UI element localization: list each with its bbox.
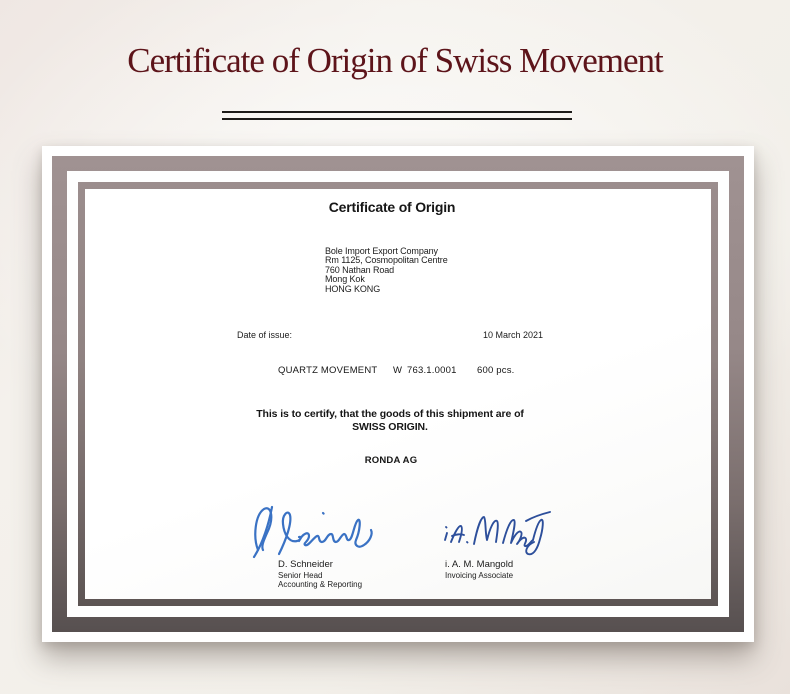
certificate-frame-outer [52,156,744,632]
schneider-signature-script-icon [251,503,383,559]
signature-block-mangold [437,509,617,589]
recipient-address [325,247,448,294]
signer-role: Invoicing Associate [445,571,514,580]
address-line: Mong Kok [325,274,365,285]
signer-name: D. Schneider [278,559,333,570]
certification-statement [85,408,695,434]
movement-quantity: 600 pcs. [477,365,515,376]
page-title: Certificate of Origin of Swiss Movement [127,41,663,80]
signer-role: Senior Head [278,571,323,580]
certificate-frame-inner [78,182,718,606]
signer-name: i. A. M. Mangold [445,559,514,570]
signature-block-schneider [251,503,431,593]
certificate-heading: Certificate of Origin [328,199,456,215]
certificate-paper [85,189,711,599]
certificate [42,146,754,642]
movement-name: QUARTZ MOVEMENT [278,365,378,376]
issuer-name: RONDA AG [364,455,418,466]
address-line: HONG KONG [325,283,381,294]
date-of-issue-label: Date of issue: [237,330,293,340]
date-of-issue-value: 10 March 2021 [483,330,544,340]
movement-prefix: W [393,365,403,376]
certificate-frame-mat [67,171,729,617]
address-line: Rm 1125, Cosmopolitan Centre [325,255,448,266]
certification-statement-line: This is to certify, that the goods of this shipment are of [256,408,524,420]
address-line: Bole Import Export Company [325,246,438,256]
address-line: 760 Nathan Road [325,264,395,275]
movement-code: 763.1.0001 [407,365,457,376]
swiss-origin-text: SWISS ORIGIN. [352,421,428,433]
mangold-signature-script-icon [437,509,557,565]
signer-role: Accounting & Reporting [278,580,363,589]
title-underline-double-rule [222,111,572,120]
